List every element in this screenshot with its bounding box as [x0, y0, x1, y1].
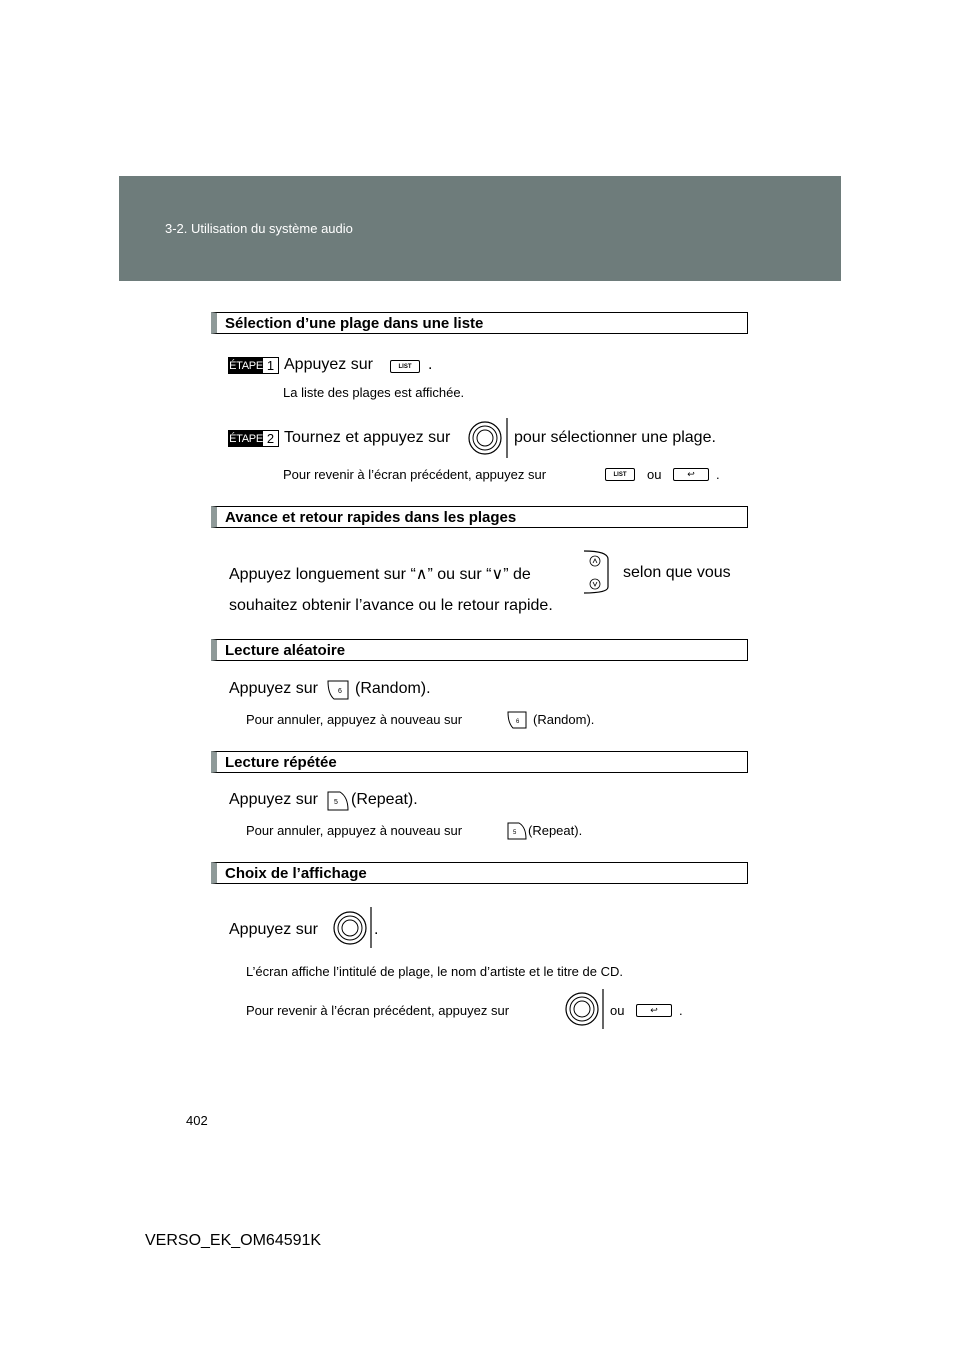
random-note-b: (Random).: [533, 712, 595, 727]
step-2-text-a: Tournez et appuyez sur: [284, 429, 451, 446]
return-note-end: .: [716, 467, 720, 482]
seek-up-down-button-icon: [580, 549, 612, 595]
repeat-note-b: (Repeat).: [528, 823, 583, 838]
repeat-text-a: Appuyez sur: [229, 791, 318, 808]
repeat-text-b: (Repeat).: [351, 791, 418, 808]
tune-knob-icon: [563, 987, 609, 1031]
repeat-key-5-icon: [326, 791, 350, 811]
display-note-2-end: .: [679, 1003, 683, 1018]
section-heading-track-list: Sélection d’une plage dans une liste: [211, 312, 748, 334]
tune-knob-icon: [466, 416, 512, 460]
back-button-icon: ↩: [673, 468, 709, 481]
repeat-note-a: Pour annuler, appuyez à nouveau sur: [246, 823, 463, 838]
display-note-1: L’écran affiche l’intitulé de plage, le nom d’artiste et le titre de CD.: [246, 964, 623, 979]
random-key-6-icon: [326, 680, 350, 700]
svg-text:6: 6: [338, 688, 342, 695]
section-heading-display: Choix de l’affichage: [211, 862, 748, 884]
display-text-a: Appuyez sur: [229, 921, 318, 938]
display-note-2: Pour revenir à l’écran précédent, appuyez sur: [246, 1003, 510, 1018]
svg-text:5: 5: [334, 799, 338, 806]
back-button-icon: ↩: [636, 1004, 672, 1017]
list-button-icon: LIST: [605, 468, 635, 481]
step-1-text: Appuyez sur: [284, 356, 373, 373]
svg-text:5: 5: [513, 830, 517, 836]
section-heading-fast-forward: Avance et retour rapides dans les plages: [211, 506, 748, 528]
section-heading-random: Lecture aléatoire: [211, 639, 748, 661]
return-note: Pour revenir à l’écran précédent, appuyez sur: [283, 467, 547, 482]
section-heading-repeat: Lecture répétée: [211, 751, 748, 773]
repeat-key-5-icon: [506, 822, 528, 840]
chapter-title: 3-2. Utilisation du système audio: [165, 221, 353, 236]
random-key-6-icon: [506, 711, 528, 729]
seek-text-line1-b: selon que vous: [623, 564, 731, 581]
svg-text:6: 6: [516, 719, 520, 725]
display-note-2-or: ou: [610, 1003, 625, 1018]
random-note-a: Pour annuler, appuyez à nouveau sur: [246, 712, 463, 727]
step-1-end: .: [428, 356, 433, 373]
step-2-text-b: pour sélectionner une plage.: [514, 429, 716, 446]
random-text-b: (Random).: [355, 680, 431, 697]
display-text-end: .: [374, 921, 379, 938]
step-2-badge: ÉTAPE 2: [228, 430, 279, 447]
step-1-note: La liste des plages est affichée.: [283, 385, 465, 400]
random-text-a: Appuyez sur: [229, 680, 318, 697]
seek-text-line2: souhaitez obtenir l’avance ou le retour rapide.: [229, 597, 553, 614]
seek-text-line1-a: Appuyez longuement sur “∧” ou sur “∨” de: [229, 566, 531, 583]
step-1-badge: ÉTAPE 1: [228, 357, 279, 374]
tune-knob-icon: [331, 905, 377, 949]
document-code: VERSO_EK_OM64591K: [145, 1232, 322, 1249]
list-button-icon: LIST: [390, 360, 420, 373]
return-note-or: ou: [647, 467, 662, 482]
page-number: 402: [186, 1113, 208, 1128]
